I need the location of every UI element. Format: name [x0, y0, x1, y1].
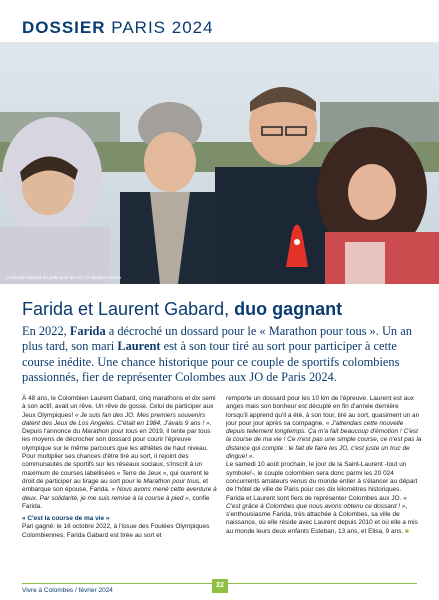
left-text-1: À 48 ans, le Colombien Laurent Gabard, cinq marathons et dix semi à son actif, avait un rêve. Un rêve de gosse. Celui de participer aux Jeux Olympiques!	[22, 395, 216, 419]
article-title	[22, 298, 422, 320]
left-text-5: , confie Farida.	[22, 494, 210, 510]
left-em-2: Marathon pour tous	[143, 477, 200, 485]
right-text-1: remporte un dossard pour les 10 km de l'épreuve. Laurent est aux anges mais son bonheur est décuplé en fin d'année dernière lorsqu'il apprend qu'il a été, à son tour, tiré au sort, quasiment un an jour pour jour après sa compagne.	[226, 395, 420, 427]
left-subheading: « C'est la course de ma vie »	[22, 515, 110, 523]
footer-publication: Vivre à Colombes / février 2024	[22, 587, 113, 594]
article-title-bold: duo gagnant	[234, 299, 343, 319]
article-lead	[22, 324, 420, 385]
page-number: 22	[212, 579, 228, 593]
photo-caption: La famille Gabard en piste pour les JO ! © Nicolas Viénon	[6, 275, 122, 280]
right-quote-2: « C'est grâce à Colombes que nous avons obtenu ce dossard ! »	[226, 494, 407, 510]
section-title-strong: DOSSIER	[22, 18, 106, 37]
section-header	[0, 0, 439, 42]
right-text-2: .	[252, 453, 255, 461]
lead-part-2: a décroché un dossard pour le « Marathon pour tous ». Un an plus tard, son mari	[22, 324, 412, 354]
left-paragraph	[22, 395, 218, 511]
lead-part-3: est à son tour tiré au sort pour participer à cette course inédite. Une chance historique pour ce couple de sportifs colombiens passionnés, fier de représenter Colombes aux JO de Paris 2024.	[22, 339, 400, 384]
section-title-light: PARIS 2024	[111, 18, 214, 37]
article-title-regular: Farida et Laurent Gabard,	[22, 299, 235, 319]
left-quote-2: « Nous avons mené cette aventure à deux. Par solidarité, je me suis remise à la course à pied »	[22, 486, 217, 502]
left-quote-1: « Je suis fan des JO. Mes premiers souvenirs datent des Jeux de Los Angeles. C'était en 1984. J'avais 9 ans ! »	[22, 411, 210, 427]
article-column-left	[22, 395, 218, 540]
family-photo-illustration	[0, 42, 439, 284]
left-end-paragraph: Pari gagné: le 16 octobre 2022, à l'issue des Foulées Olympiques Colombiennes, Farida Gabard est tirée au sort et	[22, 523, 210, 539]
left-text-2: . Depuis l'annonce du	[22, 419, 212, 436]
right-text-4: , s'enthousiasme Farida, très attachée à Colombes, sa ville de naissance, où elle réside avec Laurent depuis 2010 et où elle a mis au monde leurs deux enfants Esteban, 13 ans, et Elisa, 9 ans.	[226, 502, 418, 535]
article-column-right	[226, 395, 422, 536]
left-text-3: en 2019, il tente par tous les moyens de décrocher son dossard pour courir l'épreuve olympique sur le même parcours que les athlètes de haut niveau. Pour multiplier ses chances d'être tiré au sort, il rejoint des communautés de sportifs sur les réseaux sociaux, s'inscrit à un maximum de courses labellisées « Terre de Jeux », qui ouvrent le droit de participer au tirage au sort pour le	[22, 428, 211, 485]
left-em-1: Marathon pour tous	[81, 428, 138, 436]
end-mark-icon: ■	[404, 527, 409, 535]
section-title	[22, 18, 214, 38]
left-text-4: , et embarque son épouse, Farida.	[22, 477, 209, 494]
right-paragraph-1	[226, 395, 422, 461]
right-paragraph-2: Le samedi 10 août prochain, le jour de la Saint-Laurent -tout un symbole!-, le couple colombien sera donc parmi les 20 024 concurrents amateurs venus du monde entier à s'élancer au départ de l'hôtel de ville de Paris pour ces dix kilomètres historiques.	[226, 461, 418, 494]
lead-part-1: En 2022,	[22, 324, 70, 338]
right-paragraph-3	[226, 495, 422, 536]
right-text-3: Farida et Laurent sont fiers de représenter Colombes aux JO.	[226, 494, 404, 502]
right-quote-1: « J'attendais cette nouvelle depuis tellement longtemps. Ça m'a fait beaucoup d'émotion ! C'est la course de ma vie ! Ce n'est pas une simple course, ce n'est pas la distance qui compte : le fait de faire les JO, c'est juste un truc de dingue! »	[226, 419, 422, 461]
lead-name-laurent: Laurent	[117, 339, 161, 354]
family-photo	[0, 42, 439, 284]
lead-name-farida: Farida	[69, 324, 106, 338]
page-footer	[0, 570, 439, 600]
